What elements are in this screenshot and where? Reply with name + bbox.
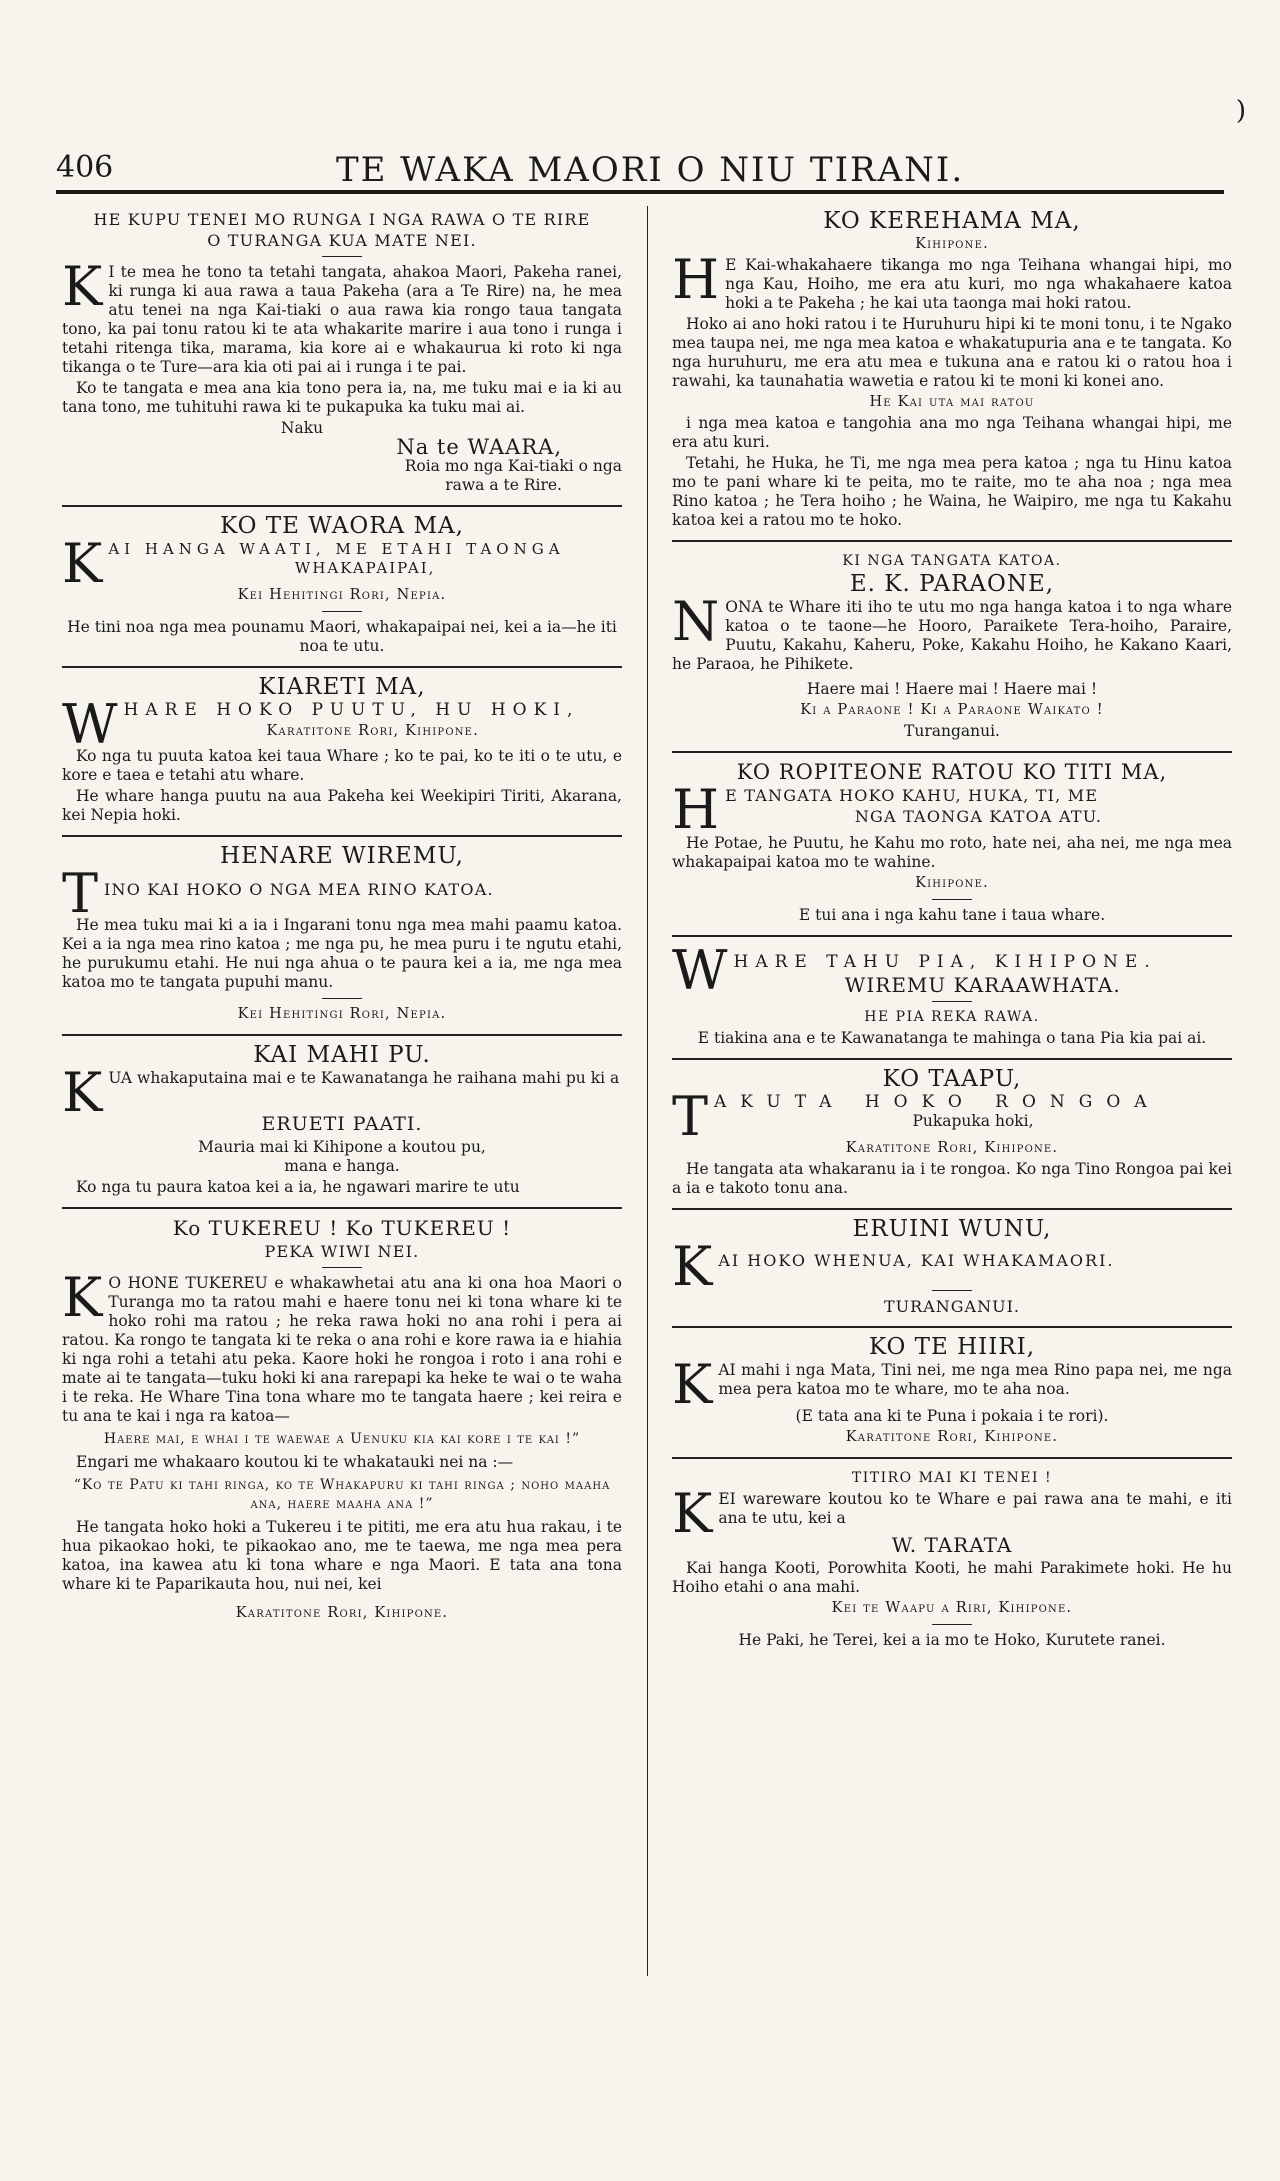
ad-line: Mauria mai ki Kihipone a koutou pu, bbox=[198, 1138, 486, 1156]
ad-kerehama bbox=[672, 208, 1232, 530]
ad-title: KO ROPITEONE RATOU KO TITI MA, bbox=[736, 760, 1168, 784]
ad-place: Kihipone. bbox=[915, 236, 989, 252]
ad-line: AKUTA HOKO RONGOA bbox=[714, 1092, 1161, 1112]
ad-body: EI wareware koutou ko te Whare e pai rawa ana te mahi, e iti ana te utu, kei a bbox=[718, 1490, 1232, 1527]
ad-body: He mea tuku mai ki a ia i Ingarani tonu nga mea mahi paamu katoa. Kei a ia nga mea rino katoa ; me nga pu, he mea puru i te ngutu etahi, he purukumu etahi. He nui nga ahua o te paura kei a ia, me nga mea katoa mo te tangata pupuhi manu. bbox=[62, 916, 622, 991]
ad-title: WIREMU KARAAWHATA. bbox=[844, 973, 1121, 997]
separator bbox=[672, 1457, 1232, 1459]
ad-body: Ko nga tu puuta katoa kei taua Whare ; ko te pai, ko te iti o te utu, e kore e taea e tetahi atu whare. bbox=[62, 747, 622, 784]
ad-line: INO KAI HOKO O NGA MEA RINO KATOA. bbox=[104, 880, 494, 899]
notice-heading-2: O TURANGA KUA MATE NEI. bbox=[207, 231, 477, 250]
drop-cap: W bbox=[62, 693, 118, 756]
ad-body: He Potae, he Puutu, he Kahu mo roto, hate nei, aha nei, me nga mea whakapaipai katoa mo te wahine. bbox=[672, 834, 1232, 871]
ad-subtitle: PEKA WIWI NEI. bbox=[264, 1242, 420, 1261]
drop-cap: K bbox=[62, 1061, 103, 1124]
ad-title: KAI MAHI PU. bbox=[253, 1042, 431, 1068]
ad-line-2: mana e hanga. bbox=[284, 1157, 400, 1175]
notice-body-2: Ko te tangata e mea ana kia tono pera ia, na, me tuku mai e ia ki au tana tono, me tuhituhi rawa ki te pukapuka ka tuku mai ai. bbox=[62, 379, 622, 416]
ad-body: He tangata ata whakaranu ia i te rongoa. Ko nga Tino Rongoa pai kei a ia e takoto tonu ana. bbox=[672, 1160, 1232, 1197]
ad-line: AI HOKO WHENUA, KAI WHAKAMAORI. bbox=[718, 1251, 1115, 1270]
notice-signer: Na te WAARA, bbox=[396, 435, 562, 459]
ad-henare bbox=[62, 843, 622, 1024]
ad-line: HARE HOKO PUUTU, HU HOKI, bbox=[123, 700, 580, 720]
separator bbox=[62, 1034, 622, 1036]
ad-body-4: Tetahi, he Huka, he Ti, me nga mea pera katoa ; nga tu Hinu katoa mo te pani whare ki te peita, mo te raite, mo te aha noa ; nga mea Rino katoa ; he Tera hoiho ; he Waina, he Waipiro, me nga tu Kakahu katoa kei a ratou mo te hoko. bbox=[672, 454, 1232, 529]
notice-heading: HE KUPU TENEI MO RUNGA I NGA RAWA O TE RIRE bbox=[93, 210, 591, 229]
ad-address: Karatitone Rori, Kihipone. bbox=[845, 1429, 1059, 1445]
ad-quote: Haere mai, e whai i te waewae a Uenuku kia kai kore i te kai !” bbox=[103, 1431, 581, 1447]
ad-title: KO TE WAORA MA, bbox=[220, 513, 464, 539]
ad-body-3: He Paki, he Terei, kei a ia mo te Hoko, Kurutete ranei. bbox=[738, 1631, 1166, 1649]
drop-cap: H bbox=[672, 248, 720, 311]
ad-title: E. K. PARAONE, bbox=[849, 571, 1055, 597]
separator bbox=[672, 540, 1232, 542]
ad-title: KO TE HIIRI, bbox=[868, 1334, 1036, 1360]
ad-body-2: Ko nga tu paura katoa kei a ia, he ngawari marire te utu bbox=[76, 1178, 520, 1196]
short-rule bbox=[932, 1001, 972, 1002]
ad-kicker: KI NGA TANGATA KATOA. bbox=[842, 553, 1062, 569]
ad-body: AI mahi i nga Mata, Tini nei, me nga mea Rino papa nei, me nga mea pera katoa mo te whare, mo te aha noa. bbox=[718, 1361, 1232, 1398]
ad-line-2: Ki a Paraone ! Ki a Paraone Waikato ! bbox=[800, 702, 1104, 718]
ad-body: E Kai-whakahaere tikanga mo nga Teihana whangai hipi, mo nga Kau, Hoiho, me era atu kuri, mo nga whakahaere katoa hoki a te Pakeha ; he kai uta taonga mai hoki ratou. bbox=[725, 256, 1232, 312]
drop-cap: N bbox=[672, 590, 720, 653]
ad-ropiteone bbox=[672, 760, 1232, 925]
separator bbox=[62, 505, 622, 507]
ad-address: Karatitone Rori, Kihipone. bbox=[845, 1140, 1059, 1156]
ad-wunu bbox=[672, 1216, 1232, 1316]
ad-line-2: NGA TAONGA KATOA ATU. bbox=[854, 807, 1103, 826]
drop-cap: K bbox=[62, 1266, 103, 1329]
notice-naku: Naku bbox=[280, 419, 324, 437]
short-rule bbox=[932, 899, 972, 900]
short-rule bbox=[322, 611, 362, 612]
ad-body: He tini noa nga mea pounamu Maori, whakapaipai nei, kei a ia—he iti noa te utu. bbox=[67, 618, 617, 655]
ad-body: ONA te Whare iti iho te utu mo nga hanga katoa i to nga whare katoa o te taone—he Hooro, Paraikete Tera-hoiho, Paraire, Puutu, Kakahu, Kaheru, Poke, Kakahu Hoiho, he Kakano Kaari, he Paraoa, he Pihikete. bbox=[672, 598, 1232, 673]
ad-line: Haere mai ! Haere mai ! Haere mai ! bbox=[806, 680, 1098, 698]
ad-kai-mahi-pu bbox=[62, 1042, 622, 1197]
short-rule bbox=[932, 1290, 972, 1291]
ad-lead: Engari me whakaaro koutou ki te whakatauki nei na :— bbox=[76, 1453, 514, 1471]
edge-mark: ) bbox=[1235, 96, 1246, 126]
ad-body: O HONE TUKEREU e whakawhetai atu ana ki ona hoa Maori o Turanga mo ta ratou mahi e haere tonu nei ki tona whare ki te hoko rohi ma ratou ; he reka rawa hoki no ana rohi i pera ai ratou. Ka rongo te tangata ki te reka o ana rohi e kore rawa ia e hiahia ki nga rohi a tetahi atu peka. Kaore hoki he rongoa i roto i ana rohi e mate ai te tangata—tuku hoki ki ana rarepapi ka heke te wai o te waha i te reka. He Whare Tina tona whare mo te tangata haere ; kei reira e tu ana te kai i nga ra katoa— bbox=[62, 1274, 622, 1425]
separator bbox=[62, 835, 622, 837]
ad-title: KO TAAPU, bbox=[882, 1066, 1022, 1092]
drop-cap: W bbox=[672, 939, 728, 1002]
ad-body-3: i nga mea katoa e tangohia ana mo nga Teihana whangai hipi, me era atu kuri. bbox=[672, 414, 1232, 451]
ad-body-2: Hoko ai ano hoki ratou i te Huruhuru hipi ki te moni tonu, i te Ngako mea taupa nei, me nga mea katoa e whakatupuria ana e te tangata. Ko nga huruhuru, me era atu mea e tukuna ana e ratou ki o ratou hoa i rawahi, ka taunahatia wawetia e ratou ki te moni ki konei ano. bbox=[672, 315, 1232, 390]
column-divider bbox=[647, 206, 648, 1976]
right-column bbox=[672, 208, 1232, 1656]
ad-quote-2: “Ko te Patu ki tahi ringa, ko te Whakapuru ki tahi ringa ; noho maaha ana, haere maaha ana !” bbox=[73, 1477, 611, 1512]
drop-cap: K bbox=[672, 1235, 713, 1298]
separator bbox=[672, 1058, 1232, 1060]
ad-tukereu bbox=[62, 1216, 622, 1623]
ad-title: HENARE WIREMU, bbox=[220, 843, 464, 869]
ad-body: UA whakaputaina mai e te Kawanatanga he raihana mahi pu ki a bbox=[108, 1069, 620, 1087]
ad-taapu bbox=[672, 1066, 1232, 1198]
short-rule bbox=[322, 256, 362, 257]
ad-address: Kei te Waapu a Riri, Kihipone. bbox=[831, 1600, 1073, 1616]
ad-title: KO KEREHAMA MA, bbox=[823, 208, 1081, 234]
ad-line: HARE TAHU PIA, KIHIPONE. bbox=[733, 952, 1157, 972]
ad-body-2: He whare hanga puutu na aua Pakeha kei Weekipiri Tiriti, Akarana, kei Nepia hoki. bbox=[62, 787, 622, 824]
notice-body: I te mea he tono ta tetahi tangata, ahakoa Maori, Pakeha ranei, ki runga ki aua rawa a taua Pakeha (ara a Te Rire) na, he mea atu tenei na nga Kai-tiaki o aua rawa kia rongo taua tangata tono, ka pai tonu ratou ki te ata whakarite marire i aua tono i runga i tetahi ritenga tika, marama, kia kore ai e whakaurua ki roto ki nga tikanga o te Ture—ara kia oti pai ai i runga i te pai. bbox=[62, 263, 622, 376]
ad-tarata bbox=[672, 1469, 1232, 1650]
ad-name: W. TARATA bbox=[891, 1533, 1013, 1557]
separator bbox=[62, 666, 622, 668]
notice-role: Roia mo nga Kai-tiaki o nga bbox=[404, 457, 622, 475]
page-header bbox=[56, 150, 1224, 190]
ad-hiiri bbox=[672, 1334, 1232, 1447]
ad-address: Karatitone Rori, Kihipone. bbox=[266, 723, 479, 739]
left-column bbox=[62, 208, 622, 1629]
ad-place: Kihipone. bbox=[915, 875, 989, 891]
ad-title: KIARETI MA, bbox=[258, 674, 426, 700]
ad-line: E TANGATA HOKO KAHU, HUKA, TI, ME bbox=[725, 786, 1099, 805]
separator bbox=[672, 751, 1232, 753]
header-rule bbox=[56, 190, 1224, 194]
separator bbox=[672, 1326, 1232, 1328]
ad-title: ERUINI WUNU, bbox=[852, 1216, 1052, 1242]
ad-body-2: E tui ana i nga kahu tane i taua whare. bbox=[798, 906, 1106, 924]
ad-body-2: Kai hanga Kooti, Porowhita Kooti, he mahi Parakimete hoki. He hu Hoiho etahi o ana mahi. bbox=[672, 1559, 1232, 1596]
ad-title: Ko TUKEREU ! Ko TUKEREU ! bbox=[172, 1216, 512, 1240]
separator bbox=[672, 935, 1232, 937]
ad-kicker: TITIRO MAI KI TENEI ! bbox=[851, 1470, 1053, 1486]
ad-body: E tiakina ana e te Kawanatanga te mahinga o tana Pia kia pai ai. bbox=[697, 1029, 1207, 1047]
drop-cap: K bbox=[62, 532, 103, 595]
short-rule bbox=[322, 998, 362, 999]
ad-waora bbox=[62, 513, 622, 656]
ad-body-2: He tangata hoko hoki a Tukereu i te pititi, me era atu hua rakau, i te hua pikaokao hoki, te pikaokao ano, me te taewa, me nga mea pera katoa, ina kawea atu ki tona whare e nga Maori. E tata ana tona whare ki te Paparikauta hou, nui nei, kei bbox=[62, 1518, 622, 1593]
ad-subhead: He Kai uta mai ratou bbox=[869, 394, 1035, 410]
ad-paraone bbox=[672, 552, 1232, 741]
page-number: 406 bbox=[56, 150, 114, 185]
ad-line-2: WHAKAPAIPAI, bbox=[294, 559, 436, 577]
ad-line-3: Turanganui. bbox=[904, 722, 1000, 740]
short-rule bbox=[322, 1267, 362, 1268]
ad-address: Karatitone Rori, Kihipone. bbox=[235, 1605, 449, 1621]
ad-kiareti bbox=[62, 674, 622, 825]
notice-role-2: rawa a te Rire. bbox=[445, 476, 562, 494]
separator bbox=[672, 1208, 1232, 1210]
ad-name: ERUETI PAATI. bbox=[261, 1113, 423, 1135]
short-rule bbox=[932, 1624, 972, 1625]
ad-line-2: Pukapuka hoki, bbox=[912, 1112, 1034, 1130]
drop-cap: H bbox=[672, 778, 720, 841]
ad-line: AI HANGA WAATI, ME ETAHI TAONGA bbox=[108, 540, 565, 558]
ad-note: (E tata ana ki te Puna i pokaia i te rori). bbox=[795, 1407, 1109, 1425]
drop-cap: T bbox=[62, 862, 99, 925]
ad-kicker: HE PIA REKA RAWA. bbox=[864, 1009, 1040, 1025]
ad-address: Kei Hehitingi Rori, Nepia. bbox=[237, 587, 447, 603]
ad-address: Kei Hehitingi Rori, Nepia. bbox=[237, 1006, 447, 1022]
drop-cap: K bbox=[672, 1353, 713, 1416]
drop-cap: T bbox=[672, 1085, 709, 1148]
drop-cap: K bbox=[672, 1482, 713, 1545]
ad-karaawhata bbox=[672, 939, 1232, 1048]
ad-place: TURANGANUI. bbox=[884, 1297, 1020, 1316]
page-title: TE WAKA MAORI O NIU TIRANI. bbox=[336, 150, 965, 190]
separator bbox=[62, 1207, 622, 1209]
notice-rire bbox=[62, 210, 622, 495]
drop-cap: K bbox=[62, 255, 103, 318]
